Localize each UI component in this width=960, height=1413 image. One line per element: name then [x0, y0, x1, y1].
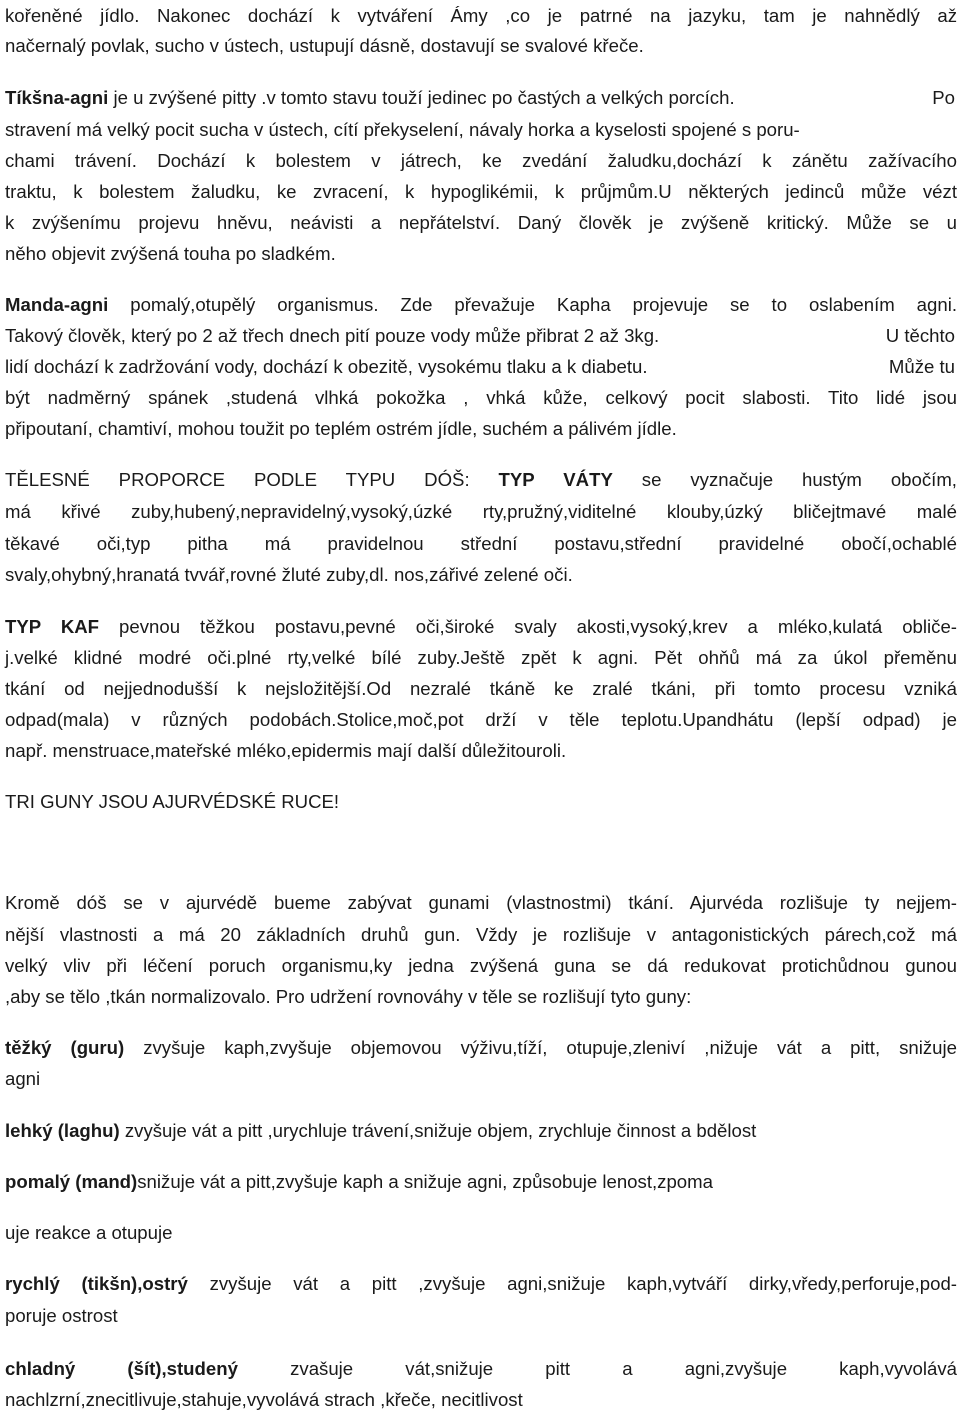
term-pomaly: pomalý (mand)	[5, 1171, 138, 1192]
term-lehky: lehký (laghu)	[5, 1120, 120, 1141]
text-line: agni	[5, 1068, 41, 1089]
text-line	[5, 615, 957, 639]
text-line: k zvýšenímu projevu hněvu, neávisti a nepřátelství. Daný člověk je zvýšeně kritický. Může se u	[5, 212, 957, 233]
text-line: nější vlastnosti a má 20 základních druhů gun. Vždy je rozlišuje v antagonistických párech,což má	[5, 924, 957, 945]
term-typ-kaf: TYP KAF	[5, 616, 100, 637]
text-span: pevnou těžkou postavu,pevné oči,široké svaly akosti,vysoký,krev a mléko,kulatá obliče-	[99, 616, 957, 637]
text-line	[5, 86, 735, 110]
text-line: Po	[932, 87, 955, 108]
text-line: kořeněné jídlo. Nakonec dochází k vytváření Ámy ,co je patrné na jazyku, tam je nahnědlý až	[5, 5, 957, 26]
text-line: j.velké klidné modré oči.plné rty,velké bílé zuby.Ještě zpět k agni. Pět ohňů má za úkol přeměnu	[5, 647, 957, 668]
text-line: něho objevit zvýšená touha po sladkém.	[5, 243, 336, 264]
guna-line	[5, 1272, 957, 1296]
term-tezky: těžký (guru)	[5, 1037, 125, 1058]
text-span: pomalý,otupělý organismus. Zde převažuje Kapha projevuje se to oslabením agni.	[108, 294, 957, 315]
term-typ-vaty: TYP VÁTY	[498, 469, 613, 490]
text-span: zvašuje vát,snižuje pitt a agni,zvyšuje kaph,vyvolává	[237, 1358, 957, 1379]
text-span: se vyznačuje hustým obočím,	[612, 469, 957, 490]
text-line: Takový člověk, který po 2 až třech dnech pití pouze vody může přibrat 2 až 3kg.	[5, 325, 660, 346]
text-line	[5, 468, 957, 492]
text-line: připoutaní, chamtiví, mohou toužit po teplém ostrém jídle, suchém a pálivém jídle.	[5, 418, 677, 439]
text-line: být nadměrný spánek ,studená vlhká pokožka , vhká kůže, celkový pocit slabosti. Tito lidé jsou	[5, 387, 957, 408]
text-span: je u zvýšené pitty .v tomto stavu touží jedinec po častých a velkých porcích.	[108, 87, 735, 108]
text-line: těkavé oči,typ pitha má pravidelnou střední postavu,střední pravidelné obočí,ochablé	[5, 533, 957, 554]
text-line: velký vliv při léčení poruch organismu,ky jedna zvýšená guna se dá redukovat protichůdnou gunou	[5, 955, 957, 976]
guna-line	[5, 1036, 957, 1060]
guna-line	[5, 1357, 957, 1381]
section-title: TRI GUNY JSOU AJURVÉDSKÉ RUCE!	[5, 791, 340, 812]
guna-line	[5, 1119, 756, 1143]
guna-line	[5, 1170, 713, 1194]
term-tiksna-agni: Tíkšna-agni	[5, 87, 109, 108]
text-line: má křivé zuby,hubený,nepravidelný,vysoký,úzké rty,pružný,viditelné klouby,úzký bličejtmavé malé	[5, 501, 957, 522]
text-line: nachlzrní,znecitlivuje,stahuje,vyvolává strach ,křeče, necitlivost	[5, 1389, 523, 1410]
term-rychly: rychlý (tikšn),ostrý	[5, 1273, 188, 1294]
text-line: traktu, k bolestem žaludku, ke zvracení, k hypoglikémii, k průjmům.U některých jedinců může vézt	[5, 181, 957, 202]
text-line: lidí dochází k zadržování vody, dochází k obezitě, vysokému tlaku a k diabetu.	[5, 356, 648, 377]
text-line: stravení má velký pocit sucha v ústech, cítí překyselení, návaly horka a kyselosti spojené s poru-	[5, 119, 800, 140]
text-line: uje reakce a otupuje	[5, 1222, 173, 1243]
text-span: zvyšuje vát a pitt ,zvyšuje agni,snižuje kaph,vytváří dirky,vředy,perforuje,pod-	[187, 1273, 957, 1294]
text-line: poruje ostrost	[5, 1305, 118, 1326]
text-line: ,aby se tělo ,tkán normalizovalo. Pro udržení rovnováhy v těle se rozlišují tyto guny:	[5, 986, 692, 1007]
text-span: zvyšuje vát a pitt ,urychluje trávení,snižuje objem, zrychluje činnost a bdělost	[119, 1120, 757, 1141]
text-line: Může tu	[888, 356, 955, 377]
text-span: zvyšuje kaph,zvyšuje objemovou výživu,tíží, otupuje,zleniví ,nižuje vát a pitt, snižuje	[124, 1037, 957, 1058]
text-line	[5, 293, 957, 317]
text-line: Kromě dóš se v ajurvédě bueme zabývat gunami (vlastnostmi) tkání. Ajurvéda rozlišuje ty nejjem-	[5, 892, 957, 913]
text-line: např. menstruace,mateřské mléko,epidermis mají další důležitouroli.	[5, 740, 567, 761]
term-chladny: chladný (šít),studený	[5, 1358, 238, 1379]
text-line: odpad(mala) v různých podobách.Stolice,moč,pot drží v těle teplotu.Upandhátu (lepší odpad) je	[5, 709, 957, 730]
term-manda-agni: Manda-agni	[5, 294, 109, 315]
text-line: načernalý povlak, sucho v ústech, ustupují dásně, dostavují se svalové křeče.	[5, 35, 644, 56]
section-heading: TĚLESNÉ PROPORCE PODLE TYPU DÓŠ:	[5, 469, 499, 490]
text-line: svaly,ohybný,hranatá tvvář,rovné žluté zuby,dl. nos,zářivé zelené oči.	[5, 564, 573, 585]
text-line: tkání od nejjednodušší k nejsložitější.Od nezralé tkáně ke zralé tkáni, při tomto procesu vzniká	[5, 678, 957, 699]
text-line: U těchto	[885, 325, 955, 346]
text-line: chami trávení. Dochází k bolestem v játrech, ke zvedání žaludku,dochází k zánětu zažívacího	[5, 150, 957, 171]
text-span: snižuje vát a pitt,zvyšuje kaph a snižuje agni, způsobuje lenost,zpoma	[137, 1171, 713, 1192]
